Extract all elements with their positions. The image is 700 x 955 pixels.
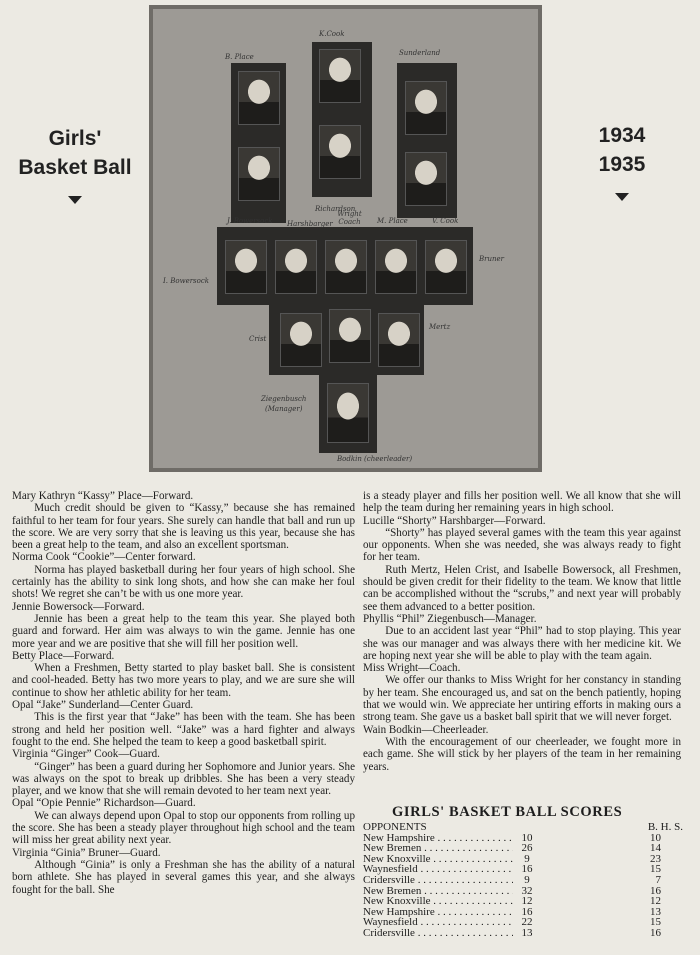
- opponent-score: 12: [521, 895, 533, 908]
- page-title-years: [580, 121, 664, 201]
- portrait-photo: [375, 240, 417, 294]
- label-k-cook: K.Cook: [319, 30, 345, 38]
- scores-title: GIRLS' BASKET BALL SCORES: [392, 804, 623, 820]
- title-line-basket-ball: Basket Ball: [18, 156, 132, 179]
- header-opponents: OPPONENTS: [363, 822, 427, 833]
- paragraph-text: This is the first year that “Jake” has been with the team. She has been strong and held her position well. “Jake” was a hard fighter and always fought to the end. She helped the team to keep a good basketball spirit.: [12, 711, 355, 748]
- triangle-down-icon: [615, 193, 629, 201]
- bhs-score: 16: [650, 884, 661, 897]
- opponent-score: 26: [521, 842, 533, 855]
- team-photo-board: [149, 5, 542, 472]
- bhs-score: 14: [650, 842, 661, 855]
- opponent-name: New Knoxville . . .: [363, 896, 513, 907]
- opponent-score: 16: [521, 863, 533, 876]
- player-heading: Betty Place—Forward.: [12, 649, 115, 662]
- portrait-photo: [425, 240, 467, 294]
- label-i-bowersock: I. Bowersock: [163, 277, 210, 285]
- score-row: [363, 928, 683, 939]
- bhs-score: 12: [650, 895, 661, 908]
- year-1934: 1934: [598, 124, 646, 147]
- opponent-name: Waynesfield . . .: [363, 864, 513, 875]
- portrait-photo: [327, 383, 369, 443]
- opponent-score: 32: [521, 884, 533, 897]
- bhs-score: 15: [650, 863, 661, 876]
- player-heading: Virginia “Ginia” Bruner—Guard.: [12, 846, 161, 859]
- player-heading: Virginia “Ginger” Cook—Guard.: [12, 748, 160, 761]
- label-bruner: Bruner: [479, 255, 504, 263]
- portrait-photo: [405, 152, 447, 206]
- score-rows: [363, 833, 683, 939]
- score-row: [363, 864, 683, 875]
- portrait-photo: [319, 49, 361, 103]
- opponent-name: New Hampshire . . .: [363, 907, 513, 918]
- opponent-name: Cridersville . . .: [363, 875, 513, 886]
- opponent-name: New Bremen . . .: [363, 843, 513, 854]
- bhs-score: 23: [650, 852, 661, 865]
- bhs-score: 15: [650, 916, 661, 929]
- paragraph-text: Norma has played basketball during her four years of high school. She certainly has the ability to sink long shots, and how she can make her foul shots! We regret she can’t be with us one more year.: [12, 563, 355, 601]
- player-heading: Jennie Bowersock—Forward.: [12, 600, 145, 613]
- paragraph-text: We offer our thanks to Miss Wright for her constancy in standing by her team. She encouraged us, and sat on the bench patiently, hoping that we would win. We appreciate her untiring efforts in making ours a strong team. She gave us a basket ball spirit that we will never forget.: [363, 674, 681, 724]
- opponent-score: 9: [524, 852, 530, 865]
- portrait-photo: [329, 309, 371, 363]
- paragraph-text: When a Freshmen, Betty started to play basket ball. She is consistent and cool-headed. Betty has two more years to play, and we are sure she will continue to show her athletic ability for her team.: [12, 662, 355, 699]
- player-heading: Miss Wright—Coach.: [363, 662, 461, 675]
- player-heading: Wain Bodkin—Cheerleader.: [363, 723, 489, 736]
- label-bodkin: Bodkin (cheerleader): [337, 455, 413, 463]
- player-heading: Phyllis “Phil” Ziegenbusch—Manager.: [363, 612, 537, 625]
- label-v-cook: V. Cook: [432, 217, 459, 225]
- bhs-score: 16: [650, 926, 661, 939]
- article-column-left: [12, 490, 355, 896]
- score-row: [363, 843, 683, 854]
- paragraph-text: Jennie has been a great help to the team this year. She played both guard and forward. Her aim was always to win the game. Jennie has one more year and we are positive that she will fill her position well.: [12, 612, 355, 650]
- triangle-down-icon: [68, 196, 82, 204]
- portrait-photo: [225, 240, 267, 294]
- label-j-bowersock: J. Bowersock: [227, 217, 273, 225]
- header-bhs: B. H. S.: [647, 821, 683, 833]
- label-harshbarger: Harshbarger: [287, 220, 333, 228]
- player-heading: Lucille “Shorty” Harshbarger—Forward.: [363, 514, 546, 527]
- opponent-score: 9: [524, 873, 530, 886]
- portrait-photo: [325, 240, 367, 294]
- label-richardson: Richardson: [315, 205, 356, 213]
- scores-table: [363, 822, 683, 939]
- paragraph-text: Ruth Mertz, Helen Crist, and Isabelle Bowersock, all Freshmen, should be given credit for their fidelity to the team. We know that little can be accomplished without the “scrubs,” and next year will probably see them advanced to a better position.: [363, 563, 681, 613]
- opponent-name: New Hampshire . . .: [363, 833, 513, 844]
- player-heading: Mary Kathryn “Kassy” Place—Forward.: [12, 490, 194, 502]
- opponent-name: Waynesfield . . .: [363, 917, 513, 928]
- player-heading: Opal “Opie Pennie” Richardson—Guard.: [12, 797, 196, 810]
- portrait-photo: [238, 147, 280, 201]
- player-heading: is a steady player and fills her position well. We all know that she will help the team during her remaining years in high school.: [363, 490, 681, 515]
- paragraph-text: Although “Ginia” is only a Freshman she has the ability of a natural born athlete. She has played in several games this year, and she always fought for the ball. She: [12, 858, 355, 896]
- opponent-score: 16: [521, 905, 533, 918]
- opponent-score: 13: [521, 926, 533, 939]
- paragraph-text: Much credit should be given to “Kassy,” because she has remained faithful to her team for four years. She surely can handle that ball and run up the score. We are very sorry that she is leaving us this year, because she has been a great help to the team, and also an excellent sportsman.: [12, 502, 355, 552]
- page-title-left: [14, 124, 136, 204]
- bhs-score: 13: [650, 905, 661, 918]
- opponent-name: New Bremen . . .: [363, 886, 513, 897]
- bhs-score: 7: [655, 873, 661, 886]
- label-crist: Crist: [249, 335, 267, 343]
- label-mertz: Mertz: [429, 323, 451, 331]
- paragraph-text: Due to an accident last year “Phil” had to stop playing. This year she was our manager and was always there with her medicine kit. We are hoping next year she will be able to play with the team again.: [363, 625, 681, 662]
- label-ziegenbusch: Ziegenbusch: [261, 395, 307, 403]
- player-heading: Norma Cook “Cookie”—Center forward.: [12, 551, 196, 564]
- portrait-photo: [280, 313, 322, 367]
- paragraph-text: “Shorty” has played several games with the team this year against our opponents. When she was needed, she was always ready to fight for her team.: [363, 526, 681, 564]
- scores-header-row: [363, 822, 683, 833]
- opponent-name: New Knoxville . . .: [363, 854, 513, 865]
- opponent-score: 10: [521, 831, 533, 844]
- player-heading: Opal “Jake” Sunderland—Center Guard.: [12, 699, 194, 712]
- title-line-girls: Girls': [48, 127, 102, 150]
- year-1935: 1935: [598, 153, 646, 176]
- paragraph-text: “Ginger” has been a guard during her Sophomore and Junior years. She was always on the spot to break up dribbles. She has been a very steady player, and we know that she will remain devoted to her team next year.: [12, 760, 355, 798]
- portrait-photo: [275, 240, 317, 294]
- opponent-score: 22: [521, 916, 533, 929]
- label-wright-coach: Wright Coach: [337, 210, 362, 226]
- portrait-photo: [405, 81, 447, 135]
- label-m-place: M. Place: [377, 217, 408, 225]
- bhs-score: 10: [650, 831, 661, 844]
- portrait-photo: [238, 71, 280, 125]
- label-b-place: B. Place: [225, 53, 254, 61]
- portrait-photo: [319, 125, 361, 179]
- paragraph-text: With the encouragement of our cheerleader, we fought more in each game. She will stick by her players of the team in her remaining years.: [363, 735, 681, 773]
- portrait-photo: [378, 313, 420, 367]
- article-column-right: [363, 490, 681, 773]
- label-manager: (Manager): [265, 405, 303, 413]
- label-sunderland: Sunderland: [399, 49, 441, 57]
- opponent-name: Cridersville . . .: [363, 928, 513, 939]
- score-row: [363, 875, 683, 886]
- paragraph-text: We can always depend upon Opal to stop our opponents from rolling up the score. She has been a steady player throughout high school and the team will miss her great ability next year.: [12, 809, 355, 847]
